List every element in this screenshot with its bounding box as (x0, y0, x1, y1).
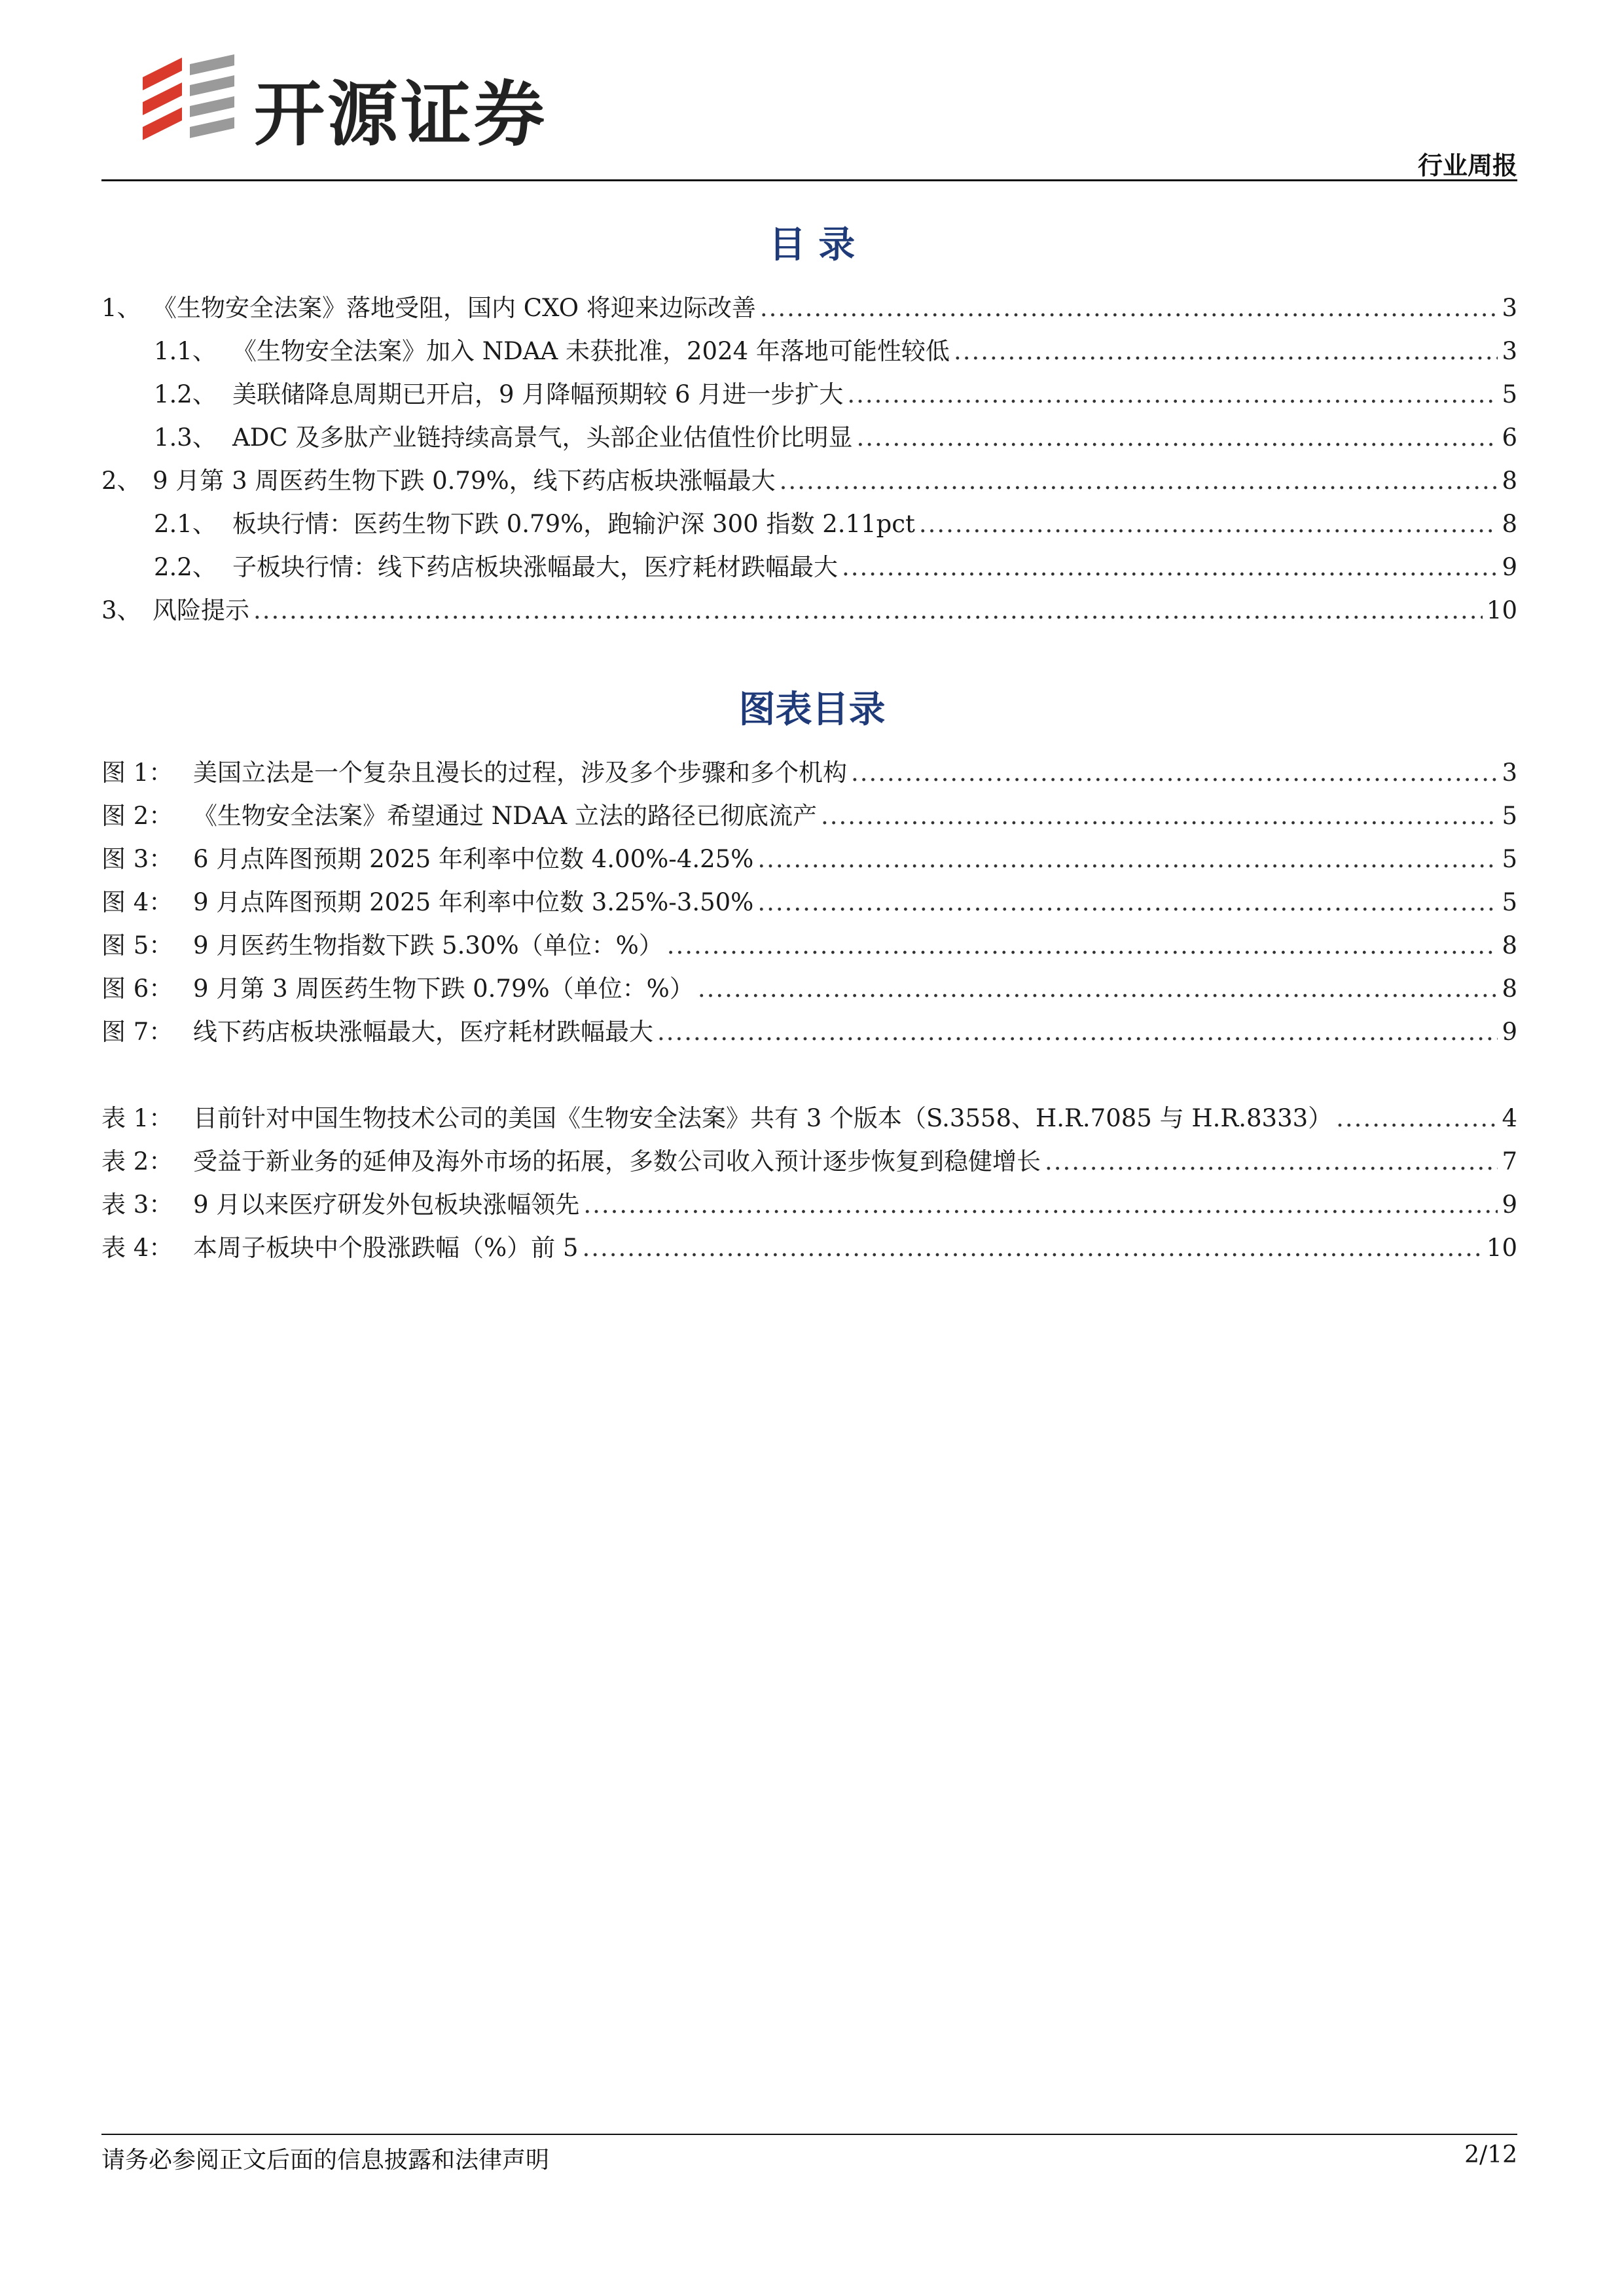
toc-entry[interactable] (101, 546, 1517, 589)
figure-entry[interactable] (101, 751, 1517, 795)
figure-entry-page: 3 (1502, 759, 1517, 787)
figure-list-title: 图表目录 (738, 689, 886, 731)
figure-entry[interactable] (101, 967, 1517, 1011)
toc-entry-page: 6 (1502, 423, 1517, 452)
dot-leader (847, 373, 1498, 416)
report-type: 行业周报 (1417, 151, 1517, 180)
table-entry-page: 4 (1502, 1104, 1517, 1132)
figure-entry-label: 9 月医药生物指数下跌 5.30%（单位：%） (193, 931, 663, 960)
toc-entry[interactable] (101, 330, 1517, 373)
figure-entry-number: 图 6： (101, 975, 173, 1003)
dot-leader (667, 924, 1498, 967)
toc-entry-page: 5 (1502, 380, 1517, 408)
table-entry-page: 7 (1502, 1147, 1517, 1175)
dot-leader (760, 287, 1498, 330)
company-logo (136, 51, 607, 156)
figure-entry[interactable] (101, 1011, 1517, 1054)
table-entry-label: 本周子板块中个股涨跌幅（%）前 5 (193, 1234, 579, 1262)
dot-leader (253, 589, 1483, 632)
figure-entry-label: 9 月第 3 周医药生物下跌 0.79%（单位：%） (193, 975, 694, 1003)
figure-entry-label: 线下药店板块涨幅最大，医疗耗材跌幅最大 (193, 1018, 653, 1046)
figure-entry-page: 9 (1502, 1018, 1517, 1046)
toc-entry-label: 子板块行情：线下药店板块涨幅最大，医疗耗材跌幅最大 (232, 553, 838, 581)
toc-entry-label: 《生物安全法案》落地受阻，国内 CXO 将迎来边际改善 (153, 294, 756, 322)
toc-entry-page: 3 (1502, 294, 1517, 322)
toc-entry-number: 1.3、 (154, 423, 217, 452)
figure-entry-number: 图 1： (101, 759, 173, 787)
toc-entry[interactable] (101, 287, 1517, 330)
toc-entry-label: 9 月第 3 周医药生物下跌 0.79%，线下药店板块涨幅最大 (153, 467, 776, 495)
dot-leader (583, 1183, 1498, 1227)
header-divider (101, 179, 1517, 181)
dot-leader (856, 416, 1498, 459)
table-entry-label: 受益于新业务的延伸及海外市场的拓展，多数公司收入预计逐步恢复到稳健增长 (193, 1147, 1041, 1175)
table-entry-number: 表 1： (101, 1104, 173, 1132)
figure-entry-label: 《生物安全法案》希望通过 NDAA 立法的路径已彻底流产 (193, 802, 818, 830)
toc-entry[interactable] (101, 373, 1517, 416)
footer-divider (101, 2134, 1517, 2135)
dot-leader (757, 881, 1498, 924)
figure-entry[interactable] (101, 838, 1517, 881)
table-entry[interactable] (101, 1097, 1517, 1140)
table-entry-number: 表 2： (101, 1147, 173, 1175)
toc-entry-number: 2、 (101, 467, 141, 495)
dot-leader (757, 838, 1498, 881)
toc-entry-number: 1、 (101, 294, 141, 322)
table-list (101, 1097, 1517, 1270)
table-entry[interactable] (101, 1227, 1517, 1270)
table-entry-page: 9 (1502, 1191, 1517, 1219)
dot-leader (954, 330, 1498, 373)
toc-entry-number: 3、 (101, 596, 141, 624)
footer-disclaimer: 请务必参阅正文后面的信息披露和法律声明 (101, 2147, 550, 2174)
figure-entry-label: 9 月点阵图预期 2025 年利率中位数 3.25%-3.50% (193, 888, 754, 916)
toc-title: 目 录 (768, 224, 856, 266)
figure-entry-page: 8 (1502, 975, 1517, 1003)
toc-entry-label: 风险提示 (153, 596, 249, 624)
dot-leader (1045, 1140, 1498, 1183)
figure-entry-number: 图 5： (101, 931, 173, 960)
toc-entry[interactable] (101, 589, 1517, 632)
figure-entry-number: 图 7： (101, 1018, 173, 1046)
dot-leader (698, 967, 1498, 1011)
dot-leader (657, 1011, 1498, 1054)
logo-mark-icon (136, 51, 241, 149)
toc-entry-label: ADC 及多肽产业链持续高景气，头部企业估值性价比明显 (232, 423, 853, 452)
toc-entry-page: 8 (1502, 467, 1517, 495)
logo-text: 开源证券 (254, 74, 548, 156)
figure-entry-page: 5 (1502, 888, 1517, 916)
toc-entry-number: 2.1、 (154, 510, 217, 538)
toc-entry-number: 1.2、 (154, 380, 217, 408)
toc-entry-page: 8 (1502, 510, 1517, 538)
toc-entry-label: 美联储降息周期已开启，9 月降幅预期较 6 月进一步扩大 (232, 380, 844, 408)
figure-entry-page: 5 (1502, 845, 1517, 873)
figure-entry-label: 美国立法是一个复杂且漫长的过程，涉及多个步骤和多个机构 (193, 759, 847, 787)
dot-leader (821, 795, 1498, 838)
table-entry-label: 9 月以来医疗研发外包板块涨幅领先 (193, 1191, 580, 1219)
figure-entry-label: 6 月点阵图预期 2025 年利率中位数 4.00%-4.25% (193, 845, 754, 873)
table-entry[interactable] (101, 1140, 1517, 1183)
figure-entry[interactable] (101, 881, 1517, 924)
figure-entry-page: 5 (1502, 802, 1517, 830)
toc-entry-number: 2.2、 (154, 553, 217, 581)
table-entry-label: 目前针对中国生物技术公司的美国《生物安全法案》共有 3 个版本（S.3558、H.R.7085 与 H.R.8333） (193, 1104, 1333, 1132)
toc-entry-number: 1.1、 (154, 337, 217, 365)
toc-entry-label: 《生物安全法案》加入 NDAA 未获批准，2024 年落地可能性较低 (232, 337, 950, 365)
figure-entry-number: 图 3： (101, 845, 173, 873)
page-number: 2/12 (1464, 2142, 1517, 2168)
dot-leader (1336, 1097, 1498, 1140)
dot-leader (851, 751, 1498, 795)
toc-entry[interactable] (101, 459, 1517, 503)
figure-entry-page: 8 (1502, 931, 1517, 960)
table-entry-number: 表 3： (101, 1191, 173, 1219)
toc-list (101, 287, 1517, 632)
figure-entry-number: 图 2： (101, 802, 173, 830)
figure-list (101, 751, 1517, 1054)
dot-leader (582, 1227, 1482, 1270)
toc-entry-page: 9 (1502, 553, 1517, 581)
dot-leader (842, 546, 1498, 589)
table-entry[interactable] (101, 1183, 1517, 1227)
dot-leader (919, 503, 1498, 546)
figure-entry-number: 图 4： (101, 888, 173, 916)
table-entry-number: 表 4： (101, 1234, 173, 1262)
dot-leader (780, 459, 1498, 503)
table-entry-page: 10 (1486, 1234, 1517, 1262)
figure-entry[interactable] (101, 795, 1517, 838)
toc-entry-page: 10 (1486, 596, 1517, 624)
toc-entry-page: 3 (1502, 337, 1517, 365)
toc-entry[interactable] (101, 416, 1517, 459)
toc-entry-label: 板块行情：医药生物下跌 0.79%，跑输沪深 300 指数 2.11pct (232, 510, 915, 538)
toc-entry[interactable] (101, 503, 1517, 546)
figure-entry[interactable] (101, 924, 1517, 967)
